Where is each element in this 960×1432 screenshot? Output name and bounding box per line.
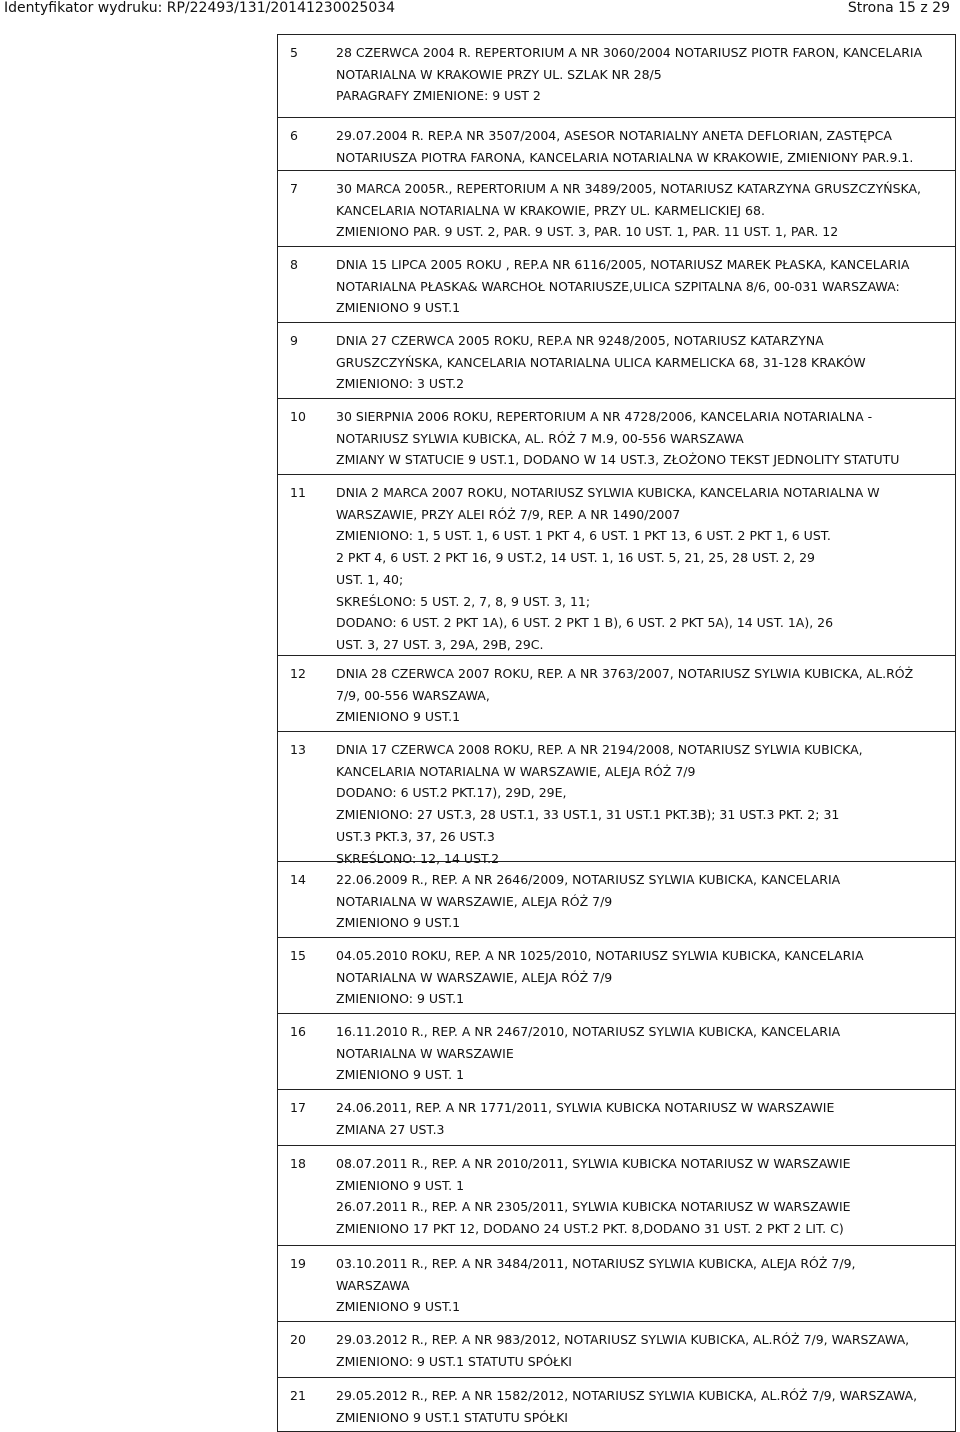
entry-number: 7 — [290, 181, 298, 196]
entry-number: 10 — [290, 409, 306, 424]
entry-line: KANCELARIA NOTARIALNA W KRAKOWIE, PRZY UL. KARMELICKIEJ 68. — [336, 202, 765, 218]
entry-text — [336, 945, 955, 1010]
entry-line: DNIA 27 CZERWCA 2005 ROKU, REP.A NR 9248/2005, NOTARIUSZ KATARZYNA — [336, 333, 824, 348]
table-row — [278, 399, 955, 475]
entry-line: ZMIENIONO: 1, 5 UST. 1, 6 UST. 1 PKT 4, 6 UST. 1 PKT 13, 6 UST. 2 PKT 1, 6 UST. — [336, 528, 831, 544]
entry-number: 8 — [290, 257, 298, 272]
table-row — [278, 1322, 955, 1378]
table-row — [278, 1246, 955, 1322]
entry-number: 11 — [290, 485, 306, 500]
entry-number: 19 — [290, 1256, 306, 1271]
entry-line: ZMIENIONO: 27 UST.3, 28 UST.1, 33 UST.1, 31 UST.1 PKT.3B); 31 UST.3 PKT. 2; 31 — [336, 807, 840, 823]
entry-line: 7/9, 00-556 WARSZAWA, — [336, 687, 490, 703]
amendments-table — [277, 34, 956, 1432]
entry-line: ZMIENIONO 9 UST.1 STATUTU SPÓŁKI — [336, 1409, 568, 1425]
entry-text — [336, 482, 955, 656]
entry-line: UST.3 PKT.3, 37, 26 UST.3 — [336, 828, 495, 844]
table-row — [278, 1014, 955, 1090]
entry-line: UST. 1, 40; — [336, 571, 404, 587]
table-row — [278, 656, 955, 732]
entry-line: ZMIENIONO: 9 UST.1 STATUTU SPÓŁKI — [336, 1353, 572, 1369]
entry-line: ZMIENIONO 9 UST.1 — [336, 1299, 461, 1315]
table-row — [278, 118, 955, 171]
entry-line: UST. 3, 27 UST. 3, 29A, 29B, 29C. — [336, 636, 544, 652]
table-row — [278, 171, 955, 247]
entry-line: 29.05.2012 R., REP. A NR 1582/2012, NOTARIUSZ SYLWIA KUBICKA, AL.RÓŻ 7/9, WARSZAWA, — [336, 1388, 918, 1403]
table-row — [278, 35, 955, 118]
entry-line: 2 PKT 4, 6 UST. 2 PKT 16, 9 UST.2, 14 UST. 1, 16 UST. 5, 21, 25, 28 UST. 2, 29 — [336, 550, 815, 566]
table-row — [278, 247, 955, 323]
entry-text — [336, 663, 955, 728]
entry-text — [336, 1385, 955, 1428]
page-number: Strona 15 z 29 — [847, 0, 950, 16]
entry-line: SKREŚLONO: 12, 14 UST.2 — [336, 850, 500, 866]
entry-line: ZMIENIONO 9 UST. 1 — [336, 1177, 465, 1193]
entry-text — [336, 869, 955, 934]
entry-line: ZMIENIONO 9 UST. 1 — [336, 1067, 465, 1083]
entry-text — [336, 178, 955, 243]
print-header — [0, 0, 960, 22]
entry-line: ZMIENIONO PAR. 9 UST. 2, PAR. 9 UST. 3, PAR. 10 UST. 1, PAR. 11 UST. 1, PAR. 12 — [336, 224, 839, 240]
entry-line: DNIA 17 CZERWCA 2008 ROKU, REP. A NR 2194/2008, NOTARIUSZ SYLWIA KUBICKA, — [336, 742, 863, 757]
entry-line: NOTARIUSZ SYLWIA KUBICKA, AL. RÓŻ 7 M.9, 00-556 WARSZAWA — [336, 430, 744, 446]
entry-line: 16.11.2010 R., REP. A NR 2467/2010, NOTARIUSZ SYLWIA KUBICKA, KANCELARIA — [336, 1024, 841, 1039]
entry-text — [336, 254, 955, 319]
entry-line: DODANO: 6 UST. 2 PKT 1A), 6 UST. 2 PKT 1 B), 6 UST. 2 PKT 5A), 14 UST. 1A), 26 — [336, 615, 834, 631]
entry-number: 20 — [290, 1332, 306, 1347]
entry-text — [336, 1329, 955, 1372]
entry-line: NOTARIALNA W KRAKOWIE PRZY UL. SZLAK NR 28/5 — [336, 66, 662, 82]
entry-line: ZMIENIONO: 9 UST.1 — [336, 991, 465, 1007]
entry-line: 28 CZERWCA 2004 R. REPERTORIUM A NR 3060/2004 NOTARIUSZ PIOTR FARON, KANCELARIA — [336, 45, 923, 60]
entry-line: WARSZAWA — [336, 1277, 410, 1293]
entry-number: 6 — [290, 128, 298, 143]
entry-line: 30 MARCA 2005R., REPERTORIUM A NR 3489/2005, NOTARIUSZ KATARZYNA GRUSZCZYŃSKA, — [336, 181, 922, 196]
entry-number: 9 — [290, 333, 298, 348]
table-row — [278, 323, 955, 399]
entry-number: 17 — [290, 1100, 306, 1115]
entry-line: 08.07.2011 R., REP. A NR 2010/2011, SYLWIA KUBICKA NOTARIUSZ W WARSZAWIE — [336, 1156, 851, 1171]
entry-text — [336, 125, 955, 168]
entry-line: ZMIENIONO 9 UST.1 — [336, 300, 461, 316]
entry-number: 21 — [290, 1388, 306, 1403]
entry-number: 16 — [290, 1024, 306, 1039]
entry-line: 29.03.2012 R., REP. A NR 983/2012, NOTARIUSZ SYLWIA KUBICKA, AL.RÓŻ 7/9, WARSZAWA, — [336, 1332, 910, 1347]
entry-line: NOTARIALNA W WARSZAWIE — [336, 1045, 514, 1061]
entry-text — [336, 1097, 955, 1140]
entry-line: ZMIENIONO: 3 UST.2 — [336, 376, 465, 392]
entry-line: PARAGRAFY ZMIENIONE: 9 UST 2 — [336, 88, 541, 104]
entry-line: GRUSZCZYŃSKA, KANCELARIA NOTARIALNA ULICA KARMELICKA 68, 31-128 KRAKÓW — [336, 354, 866, 370]
entry-text — [336, 42, 955, 107]
entry-line: NOTARIALNA W WARSZAWIE, ALEJA RÓŻ 7/9 — [336, 969, 613, 985]
table-row — [278, 732, 955, 866]
entry-line: WARSZAWIE, PRZY ALEI RÓŻ 7/9, REP. A NR 1490/2007 — [336, 506, 681, 522]
entry-line: NOTARIALNA W WARSZAWIE, ALEJA RÓŻ 7/9 — [336, 893, 613, 909]
print-identifier: Identyfikator wydruku: RP/22493/131/20141230025034 — [4, 0, 396, 16]
table-row — [278, 862, 955, 938]
entry-line: ZMIENIONO 17 PKT 12, DODANO 24 UST.2 PKT. 8,DODANO 31 UST. 2 PKT 2 LIT. C) — [336, 1221, 844, 1237]
entry-line: ZMIENIONO 9 UST.1 — [336, 915, 461, 931]
entry-line: 26.07.2011 R., REP. A NR 2305/2011, SYLWIA KUBICKA NOTARIUSZ W WARSZAWIE — [336, 1199, 851, 1215]
entry-line: ZMIANY W STATUCIE 9 UST.1, DODANO W 14 UST.3, ZŁOŻONO TEKST JEDNOLITY STATUTU — [336, 452, 900, 468]
entry-line: DNIA 2 MARCA 2007 ROKU, NOTARIUSZ SYLWIA KUBICKA, KANCELARIA NOTARIALNA W — [336, 485, 880, 500]
entry-line: ZMIENIONO 9 UST.1 — [336, 709, 461, 725]
entry-number: 18 — [290, 1156, 306, 1171]
entry-number: 13 — [290, 742, 306, 757]
table-row — [278, 475, 955, 656]
table-row — [278, 1146, 955, 1246]
entry-number: 12 — [290, 666, 306, 681]
entry-line: 29.07.2004 R. REP.A NR 3507/2004, ASESOR NOTARIALNY ANETA DEFLORIAN, ZASTĘPCA — [336, 128, 892, 143]
entry-line: NOTARIUSZA PIOTRA FARONA, KANCELARIA NOTARIALNA W KRAKOWIE, ZMIENIONY PAR.9.1. — [336, 149, 914, 165]
entry-line: 30 SIERPNIA 2006 ROKU, REPERTORIUM A NR 4728/2006, KANCELARIA NOTARIALNA - — [336, 409, 873, 424]
entry-number: 5 — [290, 45, 298, 60]
entry-number: 15 — [290, 948, 306, 963]
table-row — [278, 1378, 955, 1432]
entry-line: 03.10.2011 R., REP. A NR 3484/2011, NOTARIUSZ SYLWIA KUBICKA, ALEJA RÓŻ 7/9, — [336, 1256, 856, 1271]
entry-line: 04.05.2010 ROKU, REP. A NR 1025/2010, NOTARIUSZ SYLWIA KUBICKA, KANCELARIA — [336, 948, 864, 963]
entry-line: 24.06.2011, REP. A NR 1771/2011, SYLWIA KUBICKA NOTARIUSZ W WARSZAWIE — [336, 1100, 835, 1115]
entry-line: SKREŚLONO: 5 UST. 2, 7, 8, 9 UST. 3, 11; — [336, 593, 591, 609]
table-row — [278, 938, 955, 1014]
table-row — [278, 1090, 955, 1146]
entry-text — [336, 1153, 955, 1240]
entry-number: 14 — [290, 872, 306, 887]
entry-line: DNIA 15 LIPCA 2005 ROKU , REP.A NR 6116/2005, NOTARIUSZ MAREK PŁASKA, KANCELARIA — [336, 257, 910, 272]
entry-text — [336, 1253, 955, 1318]
entry-line: DNIA 28 CZERWCA 2007 ROKU, REP. A NR 3763/2007, NOTARIUSZ SYLWIA KUBICKA, AL.RÓŻ — [336, 666, 914, 681]
entry-text — [336, 739, 955, 869]
entry-line: 22.06.2009 R., REP. A NR 2646/2009, NOTARIUSZ SYLWIA KUBICKA, KANCELARIA — [336, 872, 841, 887]
entry-line: ZMIANA 27 UST.3 — [336, 1121, 445, 1137]
entry-text — [336, 406, 955, 471]
entry-line: DODANO: 6 UST.2 PKT.17), 29D, 29E, — [336, 785, 567, 801]
entry-text — [336, 330, 955, 395]
entry-line: KANCELARIA NOTARIALNA W WARSZAWIE, ALEJA RÓŻ 7/9 — [336, 763, 696, 779]
entry-text — [336, 1021, 955, 1086]
entry-line: NOTARIALNA PŁASKA& WARCHOŁ NOTARIUSZE,ULICA SZPITALNA 8/6, 00-031 WARSZAWA: — [336, 278, 900, 294]
